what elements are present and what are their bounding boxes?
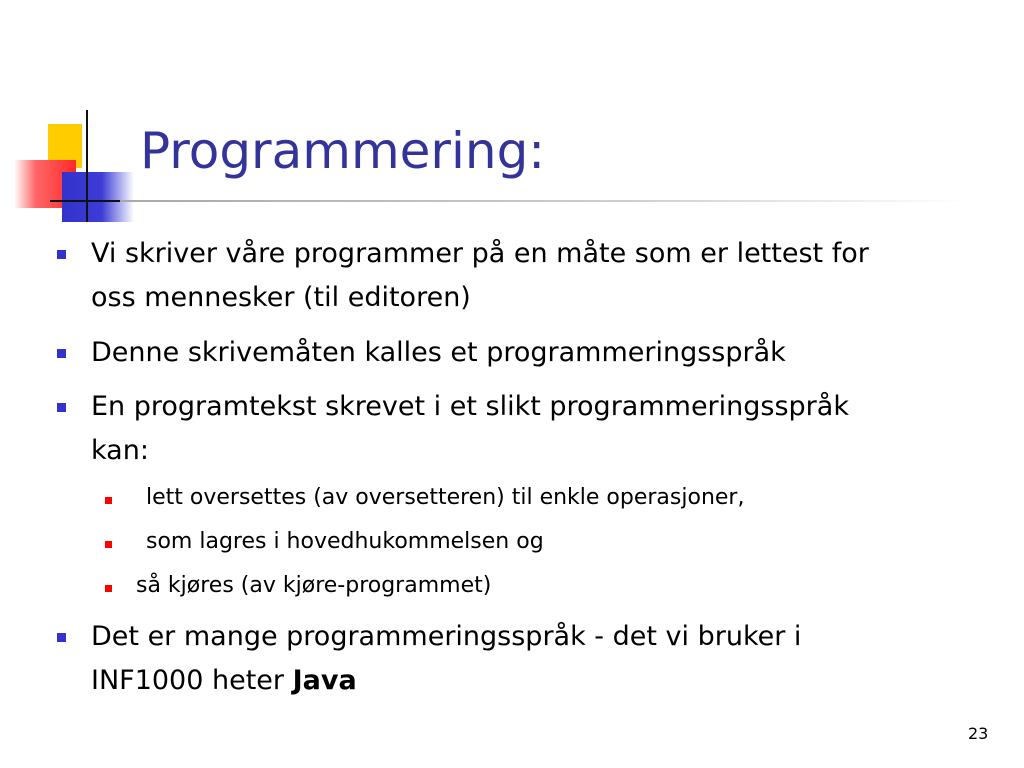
slide-title: Programmering: bbox=[140, 122, 546, 180]
bullet-marker-icon bbox=[57, 403, 66, 412]
bullet-text-line: En programtekst skrevet i et slikt programmeringsspråk bbox=[91, 391, 849, 422]
bullet-item bbox=[91, 385, 991, 473]
sub-bullet-item bbox=[136, 571, 491, 601]
bullet-text-line: Det er mange programmeringsspråk - det vi bruker i bbox=[91, 621, 802, 652]
bullet-text-line: kan: bbox=[91, 435, 149, 466]
bullet-marker-icon bbox=[57, 250, 66, 259]
bullet-marker-icon bbox=[57, 349, 66, 358]
sub-bullet-marker-icon bbox=[105, 497, 112, 504]
bullet-marker-icon bbox=[57, 633, 66, 642]
sub-bullet-item bbox=[146, 483, 744, 513]
page-number: 23 bbox=[968, 724, 989, 743]
bullet-text-line: INF1000 heter bbox=[91, 665, 293, 696]
sub-bullet-item bbox=[146, 527, 544, 557]
sub-bullet-text: så kjøres (av kjøre-programmet) bbox=[136, 573, 492, 598]
emphasized-language-name: Java bbox=[292, 665, 357, 696]
bullet-text-line: Denne skrivemåten kalles et programmeringsspråk bbox=[91, 337, 786, 368]
sub-bullet-text: lett oversettes (av oversetteren) til enkle operasjoner, bbox=[146, 485, 745, 510]
bullet-item bbox=[91, 232, 991, 320]
sub-bullet-text: som lagres i hovedhukommelsen og bbox=[146, 529, 544, 554]
sub-bullet-marker-icon bbox=[105, 585, 112, 592]
bullet-item bbox=[91, 615, 991, 703]
sub-bullet-marker-icon bbox=[105, 541, 112, 548]
bullet-item bbox=[91, 331, 991, 375]
bullet-text-line: Vi skriver våre programmer på en måte som er lettest for bbox=[91, 238, 869, 269]
bullet-text-line: oss mennesker (til editoren) bbox=[91, 282, 471, 313]
